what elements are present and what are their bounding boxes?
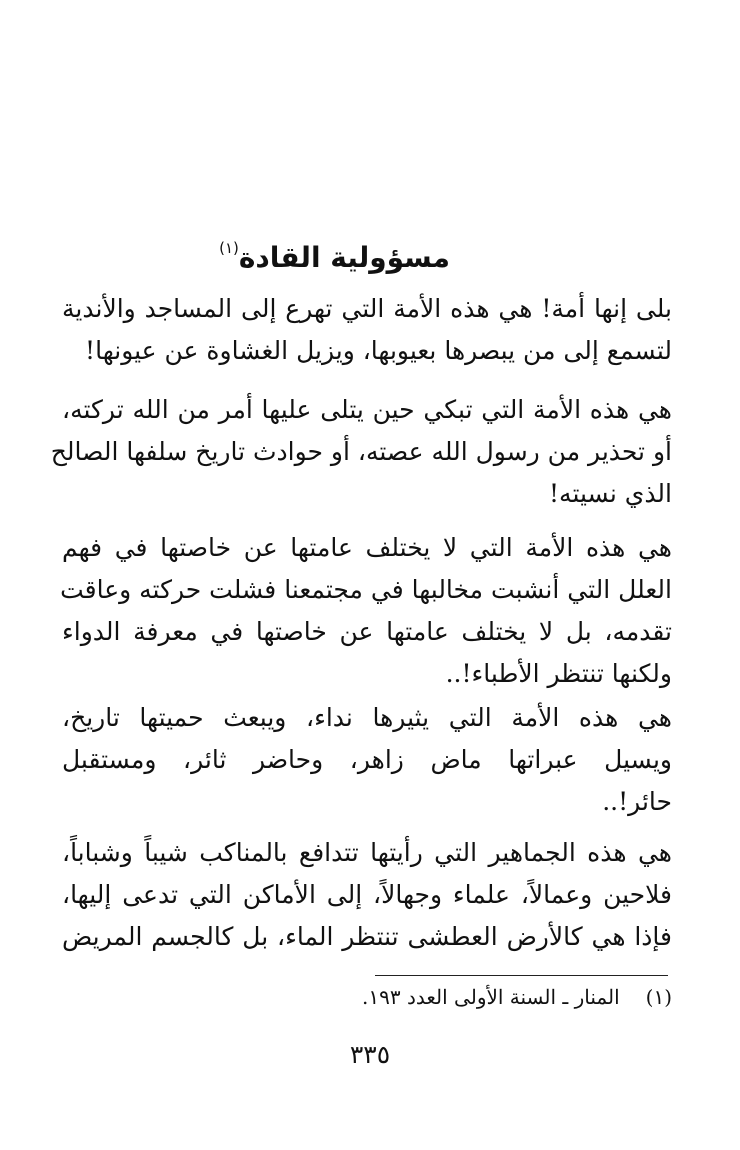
chapter-title-text: مسؤولية القادة xyxy=(238,241,450,274)
paragraph-line: أو تحذير من رسول الله عصته، أو حوادث تاريخ سلفها الصالح xyxy=(50,437,672,466)
paragraph-line: بلى إنها أمة! هي هذه الأمة التي تهرع إلى المساجد والأندية xyxy=(62,294,672,323)
paragraph-line: فلاحين وعمالاً، علماء وجهالاً، إلى الأماكن التي تدعى إليها، xyxy=(62,880,672,909)
paragraph-line: هي هذه الأمة التي لا يختلف عامتها عن خاصتها في فهم xyxy=(62,533,672,562)
paragraph-line: لتسمع إلى من يبصرها بعيوبها، ويزيل الغشاوة عن عيونها! xyxy=(85,336,672,365)
paragraph-line: ولكنها تنتظر الأطباء!.. xyxy=(445,659,672,688)
chapter-title xyxy=(219,228,450,278)
paragraph-2 xyxy=(50,389,672,515)
paragraph-line: هي هذه الأمة التي تبكي حين يتلى عليها أمر من الله تركته، xyxy=(62,395,672,424)
paragraph-line: هي هذه الجماهير التي رأيتها تتدافع بالمناكب شيباً وشباباً، xyxy=(62,838,672,867)
paragraph-line: العلل التي أنشبت مخالبها في مجتمعنا فشلت حركته وعاقت xyxy=(60,575,672,604)
footnote-marker: (١) xyxy=(645,985,672,1009)
paragraph-line: ويسيل عبراتها ماض زاهر، وحاضر ثائر، ومستقبل xyxy=(62,745,672,774)
paragraph-4 xyxy=(62,697,672,823)
footnote-text: المنار ـ السنة الأولى العدد ١٩٣. xyxy=(362,985,620,1009)
paragraph-5 xyxy=(62,832,672,958)
paragraph-3 xyxy=(62,527,672,695)
title-footnote-reference: (١) xyxy=(219,239,239,257)
paragraph-line: فإذا هي كالأرض العطشى تنتظر الماء، بل كالجسم المريض xyxy=(62,922,672,951)
paragraph-line: الذي نسيته! xyxy=(549,479,672,508)
paragraph-line: حائر!.. xyxy=(602,787,672,816)
page-number: ٣٣٥ xyxy=(349,1040,391,1069)
paragraph-line: هي هذه الأمة التي يثيرها نداء، ويبعث حميتها تاريخ، xyxy=(62,703,672,732)
footnote xyxy=(362,982,672,1012)
paragraph-1 xyxy=(62,288,672,372)
paragraph-line: تقدمه، بل لا يختلف عامتها عن خاصتها في معرفة الدواء xyxy=(62,617,672,646)
footnote-divider xyxy=(375,975,668,976)
